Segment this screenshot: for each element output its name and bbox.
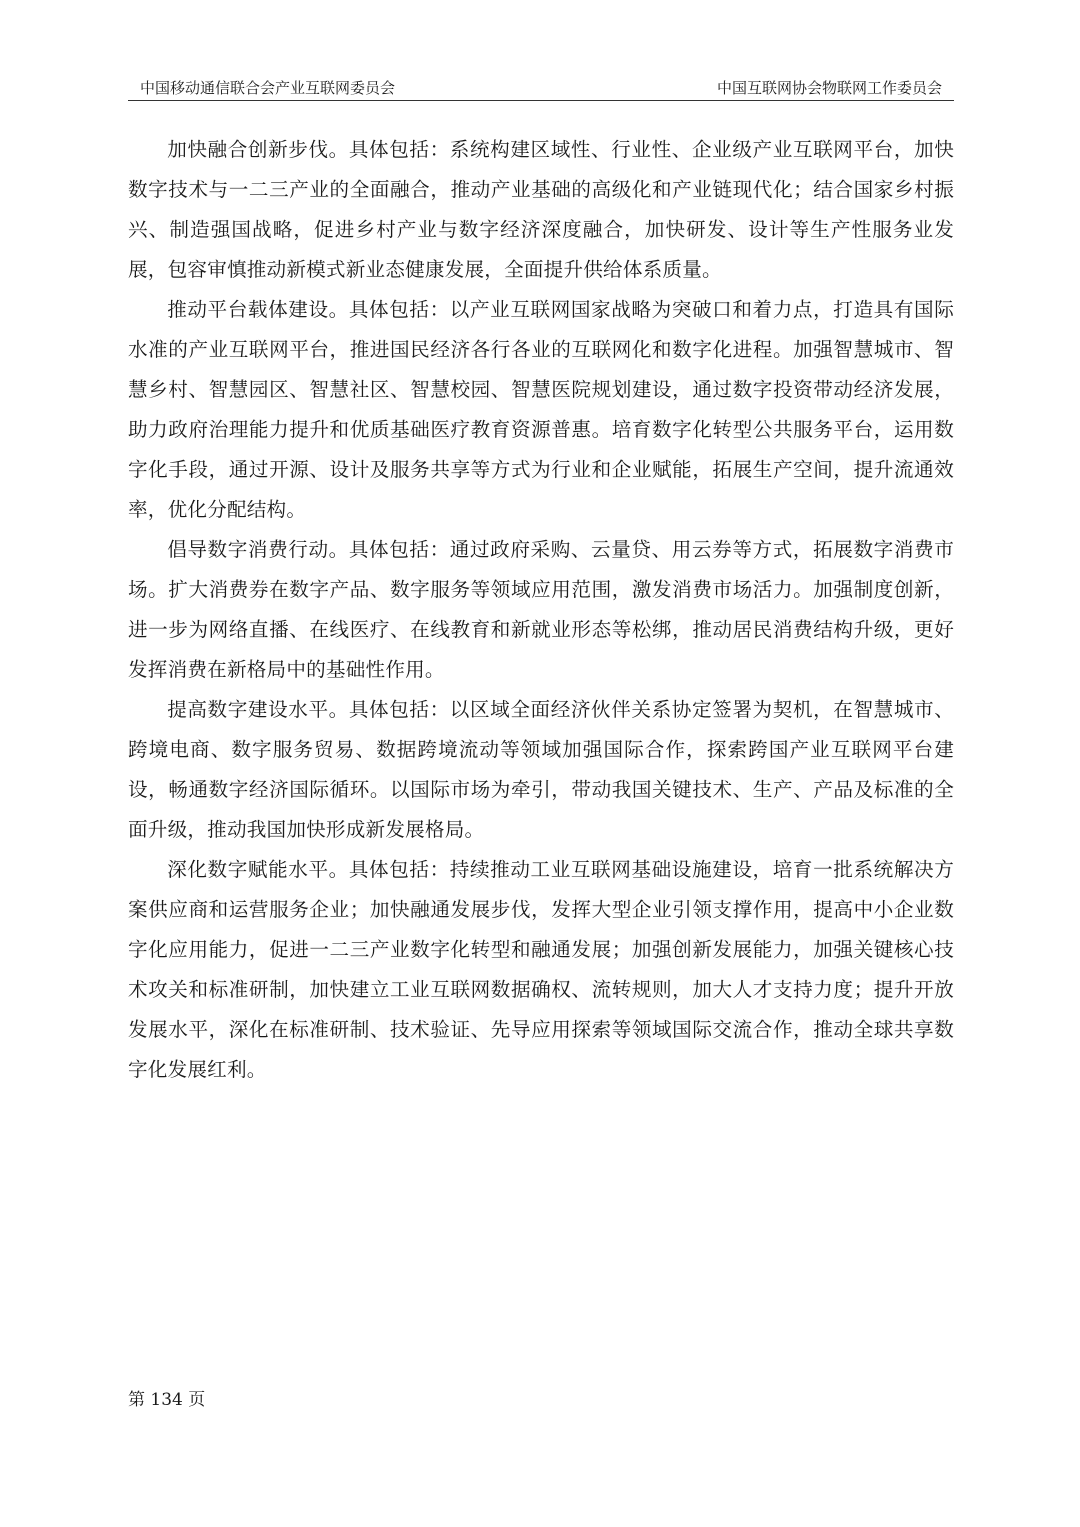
- paragraph-digital-empowerment: 深化数字赋能水平。具体包括：持续推动工业互联网基础设施建设，培育一批系统解决方案供应商和运营服务企业；加快融通发展步伐，发挥大型企业引领支撑作用，提高中小企业数字化应用能力，促进一二三产业数字化转型和融通发展；加强创新发展能力，加强关键核心技术攻关和标准研制，加快建立工业互联网数据确权、流转规则，加大人才支持力度；提升开放发展水平，深化在标准研制、技术验证、先导应用探索等领域国际交流合作，推动全球共享数字化发展红利。: [128, 858, 954, 1081]
- body-text: [128, 130, 954, 1090]
- paragraph-integration-innovation: 加快融合创新步伐。具体包括：系统构建区域性、行业性、企业级产业互联网平台，加快数字技术与一二三产业的全面融合，推动产业基础的高级化和产业链现代化；结合国家乡村振兴、制造强国战略，促进乡村产业与数字经济深度融合，加快研发、设计等生产性服务业发展，包容审慎推动新模式新业态健康发展，全面提升供给体系质量。: [128, 138, 954, 281]
- page-header: [128, 74, 954, 101]
- paragraph-digital-construction: 提高数字建设水平。具体包括：以区域全面经济伙伴关系协定签署为契机，在智慧城市、跨境电商、数字服务贸易、数据跨境流动等领域加强国际合作，探索跨国产业互联网平台建设，畅通数字经济国际循环。以国际市场为牵引，带动我国关键技术、生产、产品及标准的全面升级，推动我国加快形成新发展格局。: [128, 698, 954, 841]
- header-right-org: 中国互联网协会物联网工作委员会: [716, 79, 942, 97]
- paragraph-digital-consumption: 倡导数字消费行动。具体包括：通过政府采购、云量贷、用云券等方式，拓展数字消费市场。扩大消费券在数字产品、数字服务等领域应用范围，激发消费市场活力。加强制度创新，进一步为网络直播、在线医疗、在线教育和新就业形态等松绑，推动居民消费结构升级，更好发挥消费在新格局中的基础性作用。: [128, 538, 954, 681]
- paragraph-platform-building: 推动平台载体建设。具体包括：以产业互联网国家战略为突破口和着力点，打造具有国际水准的产业互联网平台，推进国民经济各行各业的互联网化和数字化进程。加强智慧城市、智慧乡村、智慧园区、智慧社区、智慧校园、智慧医院规划建设，通过数字投资带动经济发展，助力政府治理能力提升和优质基础医疗教育资源普惠。培育数字化转型公共服务平台，运用数字化手段，通过开源、设计及服务共享等方式为行业和企业赋能，拓展生产空间，提升流通效率，优化分配结构。: [128, 298, 954, 521]
- page-number: 第 134 页: [128, 1390, 206, 1410]
- header-left-org: 中国移动通信联合会产业互联网委员会: [140, 79, 396, 97]
